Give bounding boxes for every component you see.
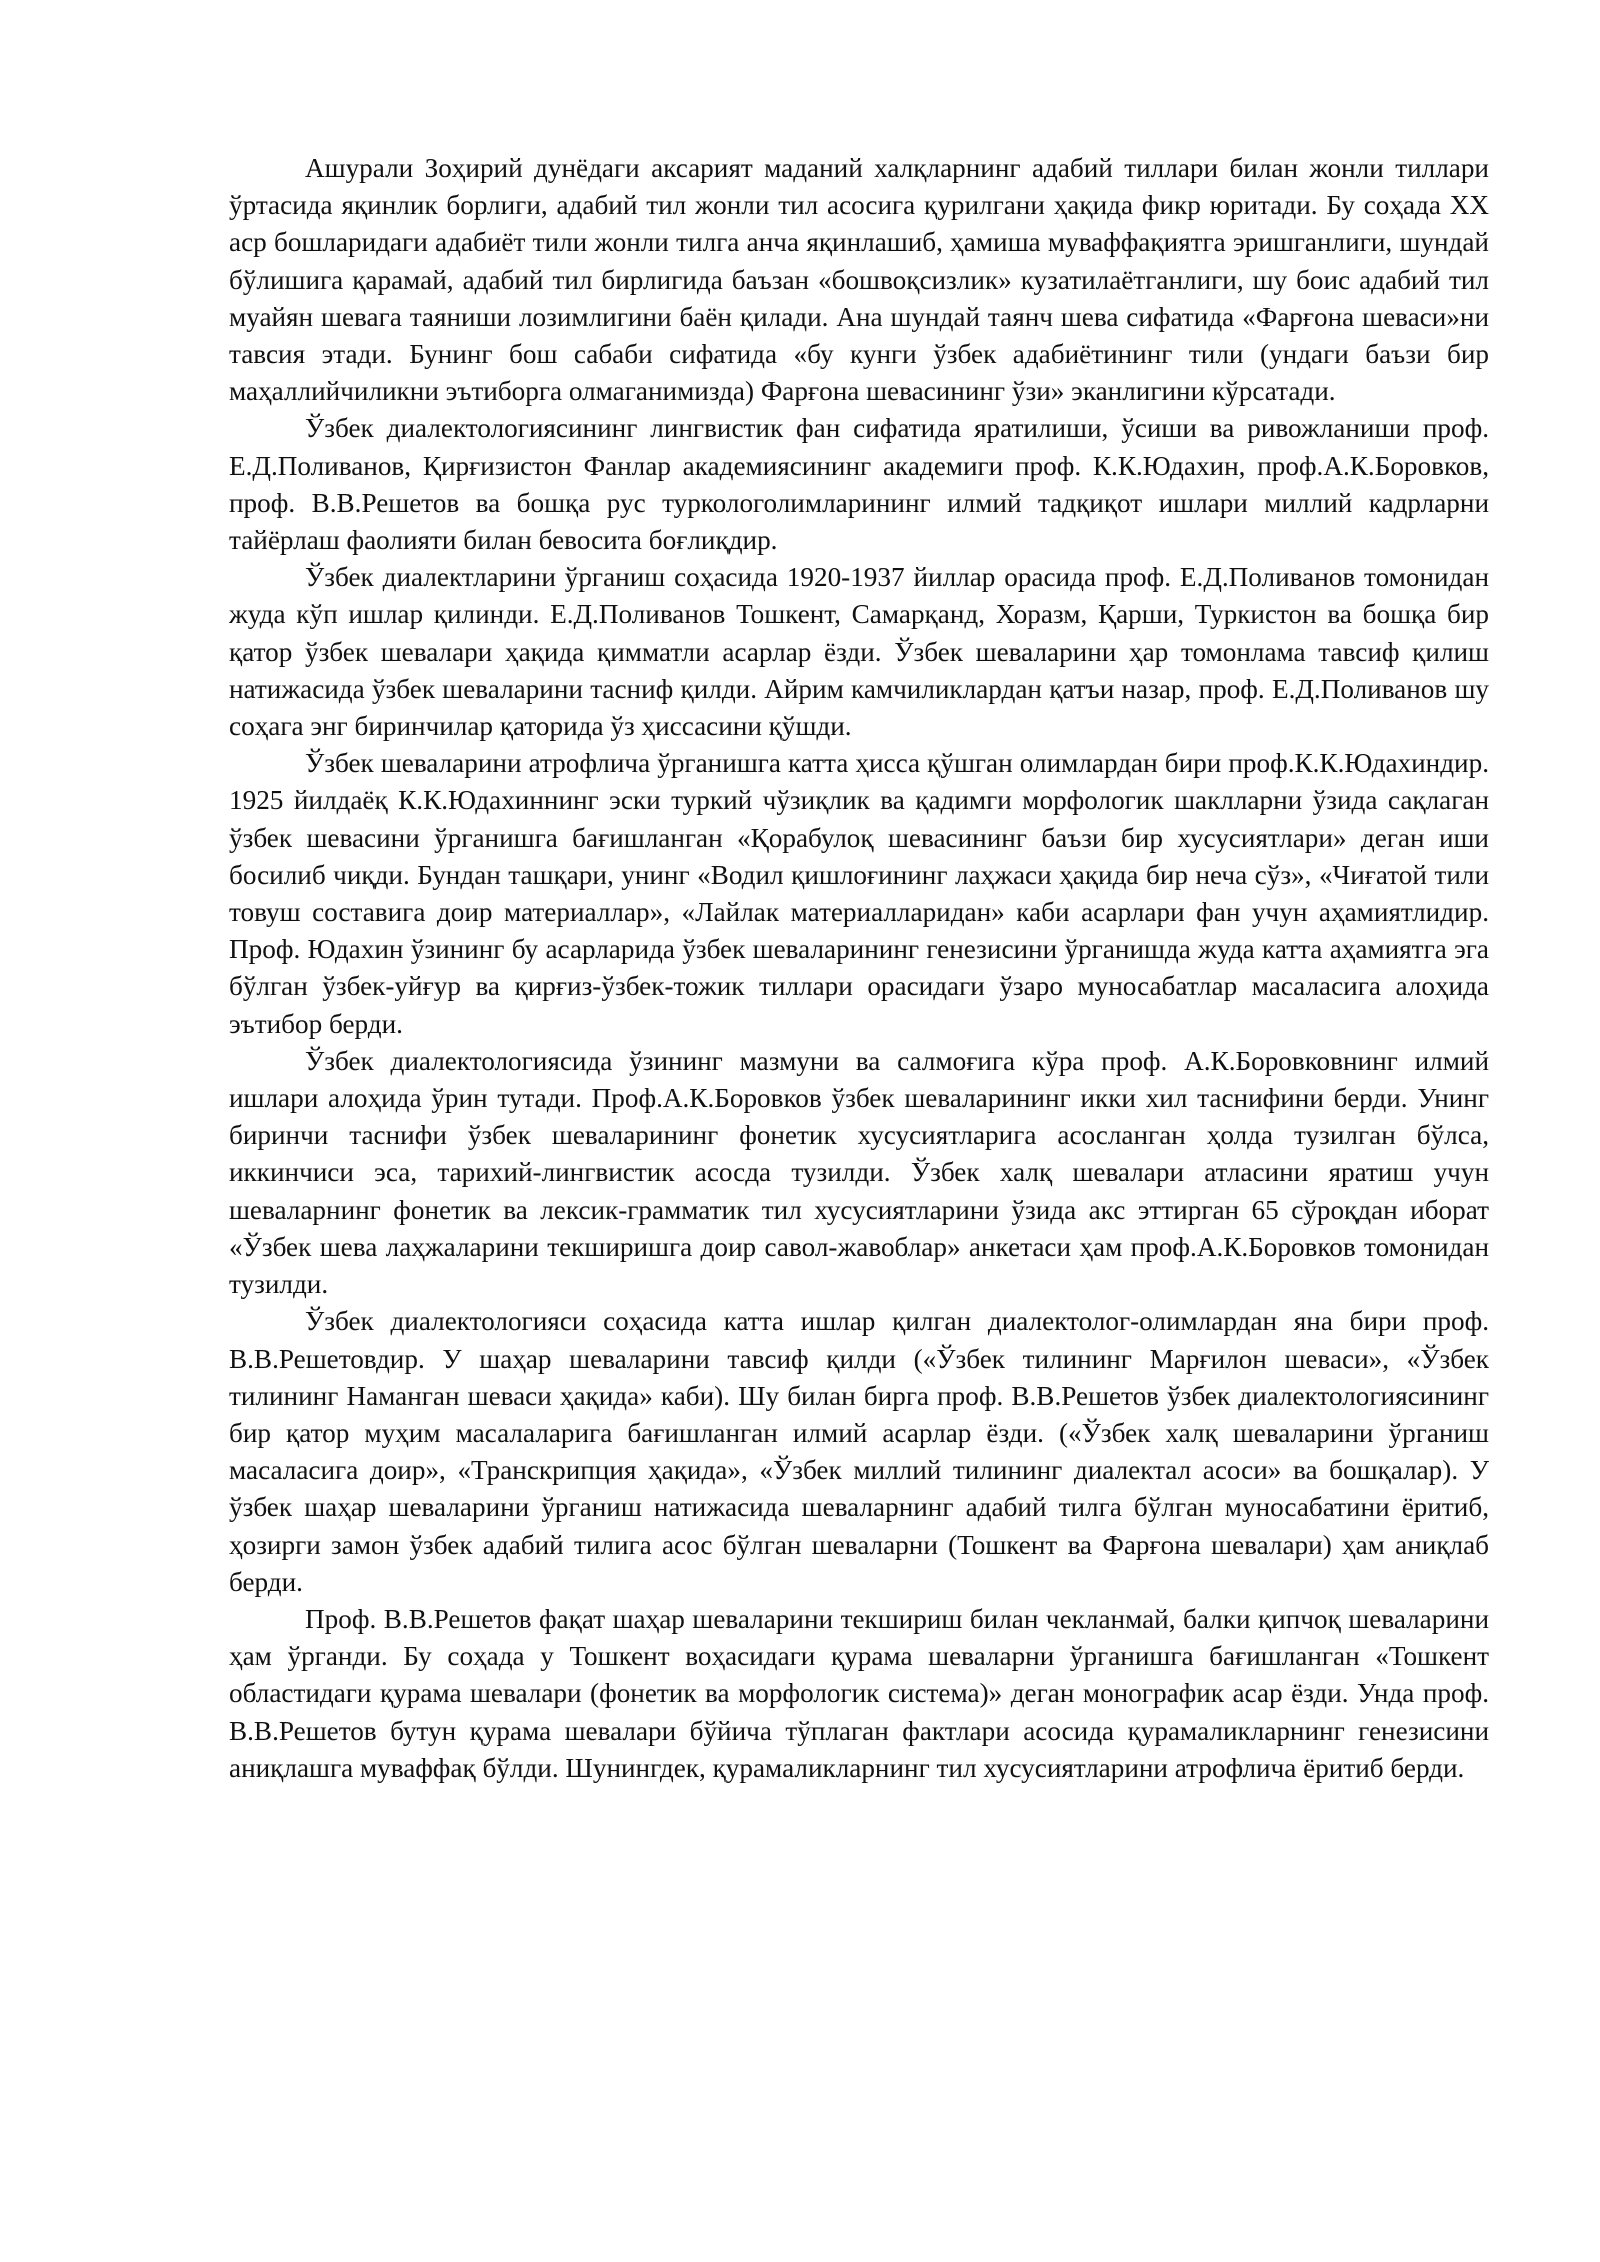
paragraph-yudakhin: Ўзбек шеваларини атрофлича ўрганишга катта ҳисса қўшган олимлардан бири проф.К.К.Юдахиндир. 1925 йилдаёқ К.К.Юдахиннинг эски туркий чўзиқлик ва қадимги морфологик шаклларни ўзида сақлаган ўзбек шевасини ўрганишга бағишланган «Қорабулоқ шевасининг баъзи бир хусусиятлари» деган иши босилиб чиқди. Бундан ташқари, унинг «Водил қишлоғининг лаҳжаси ҳақида бир неча сўз», «Чиғатой тили товуш составига доир материаллар», «Лайлак материалларидан» каби асарлари фан учун аҳамиятлидир. Проф. Юдахин ўзининг бу асарларида ўзбек шеваларининг генезисини ўрганишда жуда катта аҳамиятга эга бўлган ўзбек-уйғур ва қирғиз-ўзбек-тожик тиллари орасидаги ўзаро муносабатлар масаласига алоҳида эътибор берди. (229, 748, 1489, 1039)
paragraph-reshetov-kipchak: Проф. В.В.Решетов фақат шаҳар шеваларини текшириш билан чекланмай, балки қипчоқ шеваларини ҳам ўрганди. Бу соҳада у Тошкент воҳасидаги қурама шеваларни ўрганишга бағишланган «Тошкент областидаги қурама шевалари (фонетик ва морфологик система)» деган монографик асар ёзди. Унда проф. В.В.Решетов бутун қурама шевалари бўйича тўплаган фактлари асосида қурамаликларнинг генезисини аниқлашга муваффақ бўлди. Шунингдек, қурамаликларнинг тил хусусиятларини атрофлича ёритиб берди. (229, 1603, 1489, 1783)
paragraph-polivanov: Ўзбек диалектларини ўрганиш соҳасида 1920-1937 йиллар орасида проф. Е.Д.Поливанов томонидан жуда кўп ишлар қилинди. Е.Д.Поливанов Тошкент, Самарқанд, Хоразм, Қарши, Туркистон ва бошқа бир қатор ўзбек шевалари ҳақида қимматли асарлар ёзди. Ўзбек шеваларини ҳар томонлама тавсиф қилиш натижасида ўзбек шеваларини тасниф қилди. Айрим камчиликлардан қатъи назар, проф. Е.Д.Поливанов шу соҳага энг биринчилар қаторида ўз ҳиссасини қўшди. (229, 562, 1489, 742)
paragraph-reshetov: Ўзбек диалектологияси соҳасида катта ишлар қилган диалектолог-олимлардан яна бири проф. В.В.Решетовдир. У шаҳар шеваларини тавсиф қилди («Ўзбек тилининг Марғилон шеваси», «Ўзбек тилининг Наманган шеваси ҳақида» каби). Шу билан бирга проф. В.В.Решетов ўзбек диалектологиясининг бир қатор муҳим масалаларига бағишланган илмий асарлар ёзди. («Ўзбек халқ шеваларини ўрганиш масаласига доир», «Транскрипция ҳақида», «Ўзбек миллий тилининг диалектал асоси» ва бошқалар). У ўзбек шаҳар шеваларини ўрганиш натижасида шеваларнинг адабий тилга бўлган муносабатини ёритиб, ҳозирги замон ўзбек адабий тилига асос бўлган шеваларни (Тошкент ва Фарғона шевалари) ҳам аниқлаб берди. (229, 1306, 1489, 1597)
paragraph-dialectology-origins: Ўзбек диалектологиясининг лингвистик фан сифатида яратилиши, ўсиши ва ривожланиши проф. Е.Д.Поливанов, Қирғизистон Фанлар академиясининг академиги проф. К.К.Юдахин, проф.А.К.Боровков, проф. В.В.Решетов ва бошқа рус туркологолимларининг илмий тадқиқот ишлари миллий кадрларни тайёрлаш фаолияти билан бевосита боғлиқдир. (229, 413, 1489, 556)
paragraph-zohiriy: Ашурали Зоҳирий дунёдаги аксарият маданий халқларнинг адабий тиллари билан жонли тиллари ўртасида яқинлик борлиги, адабий тил жонли тил асосига қурилгани ҳақида фикр юритади. Бу соҳада ХХ аср бошларидаги адабиёт тили жонли тилга анча яқинлашиб, ҳамиша муваффақиятга эришганлиги, шундай бўлишига қарамай, адабий тил бирлигида баъзан «бошвоқсизлик» кузатилаётганлиги, шу боис адабий тил муайян шевага таяниши лозимлигини баён қилади. Ана шундай таянч шева сифатида «Фарғона шеваси»ни тавсия этади. Бунинг бош сабаби сифатида «бу кунги ўзбек адабиётининг тили (ундаги баъзи бир маҳаллийчиликни эътиборга олмаганимизда) Фарғона шевасининг ўзи» эканлигини кўрсатади. (229, 153, 1489, 407)
document-page (229, 150, 1489, 1787)
paragraph-borovkov: Ўзбек диалектологиясида ўзининг мазмуни ва салмоғига кўра проф. А.К.Боровковнинг илмий ишлари алоҳида ўрин тутади. Проф.А.К.Боровков ўзбек шеваларининг икки хил таснифини берди. Унинг биринчи таснифи ўзбек шеваларининг фонетик хусусиятларига асосланган ҳолда тузилган бўлса, иккинчиси эса, тарихий-лингвистик асосда тузилди. Ўзбек халқ шевалари атласини яратиш учун шеваларнинг фонетик ва лексик-грамматик тил хусусиятларини ўзида акс эттирган 65 сўроқдан иборат «Ўзбек шева лаҳжаларини текширишга доир савол-жавоблар» анкетаси ҳам проф.А.К.Боровков томонидан тузилди. (229, 1045, 1489, 1300)
